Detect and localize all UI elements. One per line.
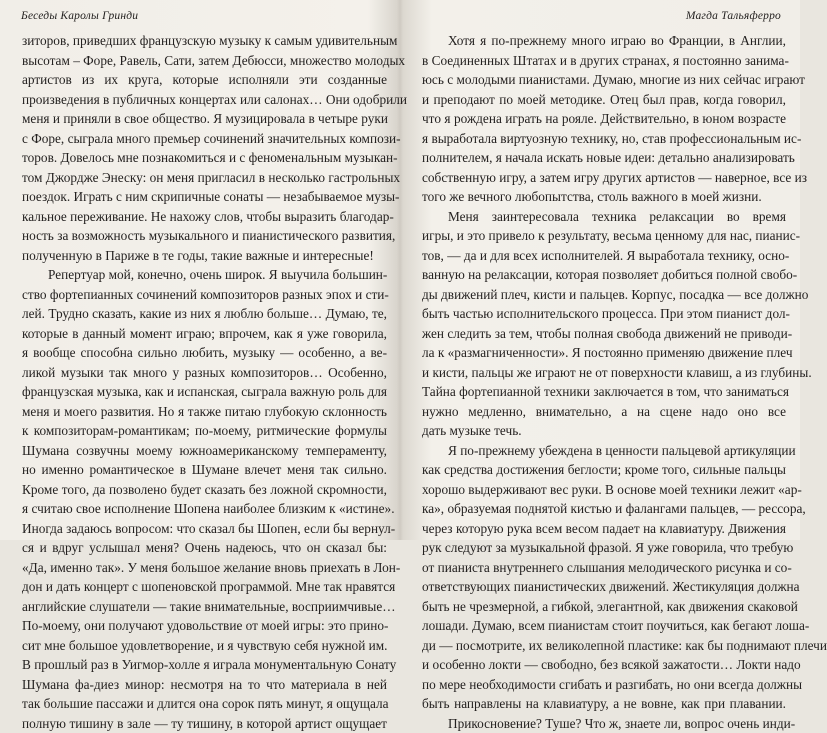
text-line: По-моему, они получают удовольствие от моей игры: это прино-	[22, 616, 387, 636]
text-line: хорошо выдерживают вес руки. В основе моей техники лежит «ар-	[422, 480, 786, 500]
text-line: ла к «размагниченности». Я постоянно применяю движение плеч	[422, 343, 786, 363]
text-line: ответствующих пианистических движений. Жестикуляция должна	[422, 577, 786, 597]
text-line: как средства достижения беглости; кроме того, сильные пальцы	[422, 460, 786, 480]
text-line: Я по-прежнему убеждена в ценности пальцевой артикуляции	[422, 441, 786, 461]
text-line: Репертуар мой, конечно, очень широк. Я выучила большин-	[22, 265, 387, 285]
text-line: кальное переживание. Не нахожу слов, чтобы выразить благодар-	[22, 207, 387, 227]
text-line: я выработала виртуозную технику, но, став профессиональным ис-	[422, 129, 786, 149]
text-line: лошади. Думаю, всем пианистам стоит поучиться, как бегают лоша-	[422, 616, 786, 636]
text-line: ка», образуемая поднятой кистью и фалангами пальцев, — рессора,	[422, 499, 786, 519]
left-page-text	[22, 31, 387, 733]
text-line: тов, — да и для всех исполнителей. Я выработала технику, осно-	[422, 246, 786, 266]
text-line: нужно медленно, внимательно, а на сцене надо оно все	[422, 402, 786, 422]
text-line: том Джордже Энеску: он меня пригласил в несколько гастрольных	[22, 168, 387, 188]
text-line: полнителем, я начала искать новые идеи: детально анализировать	[422, 148, 786, 168]
left-page	[0, 0, 398, 540]
text-line: дать музыке течь.	[422, 421, 786, 441]
text-line: английские слушатели — такие внимательные, восприимчивые…	[22, 597, 387, 617]
text-line: Шумана созвучны моему южноамериканскому темпераменту,	[22, 441, 387, 461]
text-line: рук следуют за музыкальной фразой. Я уже говорила, что требую	[422, 538, 786, 558]
text-line: так большие пассажи и длится она сорок пять минут, я ощущала	[22, 694, 387, 714]
text-line: по мере необходимости сгибать и разгибать, но они всегда должны	[422, 675, 786, 695]
running-header-right: Магда Тальяферро	[686, 10, 781, 22]
text-line: быть направлены на клавиатуру, а не вовне, как при плавании.	[422, 694, 786, 714]
text-line: ся и вдруг услышал меня? Очень надеюсь, что он сказал бы:	[22, 538, 387, 558]
text-line: поездок. Играть с ним скрипичные сонаты — незабываемое музы-	[22, 187, 387, 207]
text-line: жен следить за тем, чтобы полная свобода движений не приводи-	[422, 324, 786, 344]
text-line: французская музыка, как и испанская, сыграла важную роль для	[22, 382, 387, 402]
text-line: и кисти, пальцы же играют не от поверхности клавиш, а из глубины.	[422, 363, 786, 383]
text-line: которые в данный момент играю; впрочем, как я уже говорила,	[22, 324, 387, 344]
text-line: В прошлый раз в Уигмор-холле я играла монументальную Сонату	[22, 655, 387, 675]
text-line: и особенно локти — свободно, без всякой зажатости… Локти надо	[422, 655, 786, 675]
text-line: в Соединенных Штатах и в других странах, я постоянно занима-	[422, 51, 786, 71]
text-line: я считаю свое исполнение Шопена наиболее близким к «истине».	[22, 499, 387, 519]
text-line: через которую рука всем весом падает на клавиатуру. Движения	[422, 519, 786, 539]
text-line: собственную игру, а затем игру других артистов — наверное, все из	[422, 168, 786, 188]
text-line: «Да, именно так». У меня большое желание вновь приехать в Лон-	[22, 558, 387, 578]
text-line: что я рождена играть на рояле. Действительно, в юном возрасте	[422, 109, 786, 129]
text-line: я вообще способна сильно любить, музыку — особенно, а ве-	[22, 343, 387, 363]
text-line: Тайна фортепианной техники заключается в том, что заниматься	[422, 382, 786, 402]
text-line: сит мне большое удовлетворение, и я чувствую себя нужной им.	[22, 636, 387, 656]
text-line: ликой музыки так много у разных композиторов… Особенно,	[22, 363, 387, 383]
text-line: но именно романтическое в Шумане влечет меня так сильно.	[22, 460, 387, 480]
text-line: полученную в Париже в те годы, такие важные и интересные!	[22, 246, 387, 266]
text-line: с Форе, сыграла много премьер сочинений значительных компози-	[22, 129, 387, 149]
text-line: Меня заинтересовала техника релаксации во время	[422, 207, 786, 227]
text-line: ванную на релаксации, которая позволяет добиться полной свобо-	[422, 265, 786, 285]
text-line: лей. Трудно сказать, какие из них я люблю больше… Думаю, те,	[22, 304, 387, 324]
text-line: юсь с молодыми пианистами. Думаю, многие из них сейчас играют	[422, 70, 786, 90]
text-line: и преподают по моей методике. Отец был прав, когда говорил,	[422, 90, 786, 110]
text-line: Иногда задаюсь вопросом: что сказал бы Шопен, если бы вернул-	[22, 519, 387, 539]
text-line: торов. Довелось мне познакомиться и с феноменальным музыкан-	[22, 148, 387, 168]
text-line: того же вечного любопытства, столь важного в моей жизни.	[422, 187, 786, 207]
text-line: к композиторам-романтикам; по-моему, ритмические формулы	[22, 421, 387, 441]
text-line: ство фортепианных сочинений композиторов разных эпох и сти-	[22, 285, 387, 305]
text-line: полную тишину в зале — ту тишину, в которой артист ощущает	[22, 714, 387, 733]
text-line: ди — посмотрите, их великолепной пластике: как бы поднимают плечи	[422, 636, 786, 656]
text-line: меня и моего развития. Но я также питаю глубокую склонность	[22, 402, 387, 422]
text-line: дон и дать концерт с шопеновской программой. Мне так нравятся	[22, 577, 387, 597]
right-page-text	[422, 31, 786, 733]
text-line: Хотя я по-прежнему много играю во Франции, в Англии,	[422, 31, 786, 51]
text-line: Кроме того, да позволено будет сказать без ложной скромности,	[22, 480, 387, 500]
running-header-left: Беседы Каролы Гринди	[21, 10, 138, 22]
text-line: Прикосновение? Туше? Что ж, знаете ли, вопрос очень инди-	[422, 714, 786, 733]
text-line: ность за возможность музыкального и пианистического развития,	[22, 226, 387, 246]
text-line: меня и приняли в свое общество. Я музицировала в четыре руки	[22, 109, 387, 129]
text-line: высотам – Форе, Равель, Сати, затем Дебюсси, множество молодых	[22, 51, 387, 71]
text-line: ды движений плеч, кисти и пальцев. Корпус, посадка — все должно	[422, 285, 786, 305]
text-line: артистов из их круга, которые исполняли эти созданные	[22, 70, 387, 90]
text-line: быть частью исполнительского процесса. При этом пианист дол-	[422, 304, 786, 324]
text-line: быть не чрезмерной, а гибкой, элегантной, как движения скаковой	[422, 597, 786, 617]
text-line: Шумана фа-диез минор: несмотря на то что материала в ней	[22, 675, 387, 695]
right-page	[402, 0, 800, 540]
text-line: зиторов, приведших французскую музыку к самым удивительным	[22, 31, 387, 51]
text-line: игры, и это привело к результату, весьма ценному для нас, пианис-	[422, 226, 786, 246]
text-line: произведения в публичных концертах или салонах… Они одобрили	[22, 90, 387, 110]
text-line: от пианиста внутреннего слышания мелодического рисунка и со-	[422, 558, 786, 578]
